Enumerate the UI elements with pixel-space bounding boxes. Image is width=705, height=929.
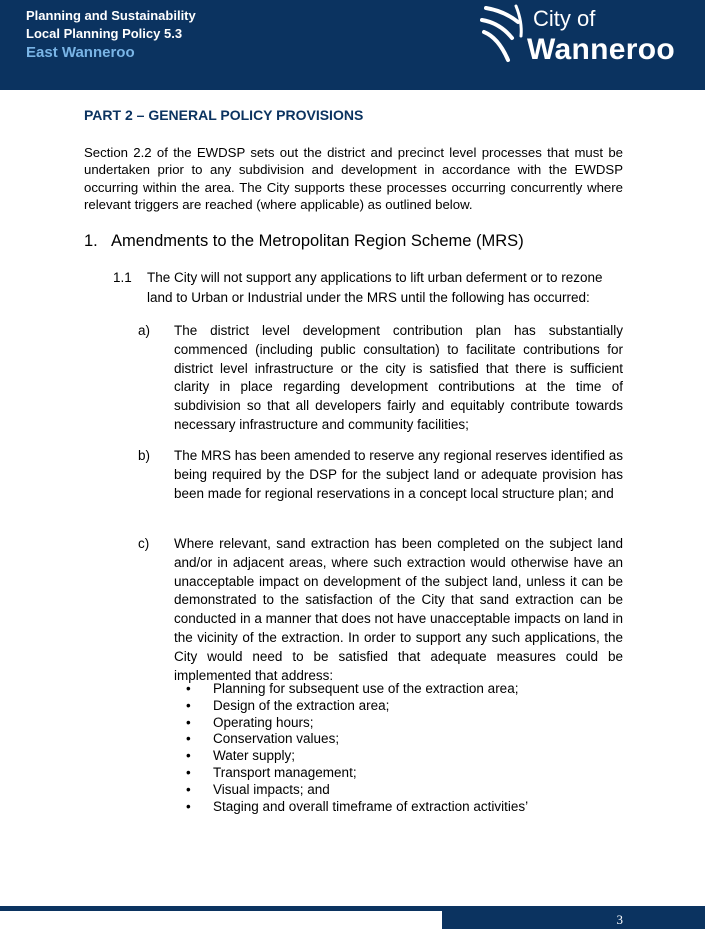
bullet-icon: •: [186, 781, 191, 797]
section-heading: [84, 231, 524, 251]
list-item-text: Where relevant, sand extraction has been completed on the subject land and/or in adjacent areas, where such extraction would otherwise have an unacceptable impact on development of the subject land, unless it can be demonstrated to the satisfaction of the City that sand extraction can be conducted in a manner that does not have unacceptable impacts on land in the vicinity of the extraction. In order to support any such applications, the City would need to be satisfied that adequate measures could be implemented that address:: [174, 536, 623, 683]
bullet-icon: •: [186, 714, 191, 730]
subsection-text: The City will not support any applications to lift urban deferment or to rezone land to Urban or Industrial under the MRS until the following has occurred:: [147, 270, 603, 305]
page-header: [0, 0, 705, 90]
bullet-text: Visual impacts; and: [213, 781, 330, 797]
header-subtitle: East Wanneroo: [26, 44, 135, 61]
bullet-text: Conservation values;: [213, 731, 340, 747]
header-policy-number: Local Planning Policy 5.3: [26, 26, 183, 41]
bullet-text: Planning for subsequent use of the extraction area;: [213, 681, 519, 696]
list-item-letter: b): [138, 448, 151, 463]
bullet-icon: •: [186, 731, 191, 747]
bullet-item: [186, 782, 528, 799]
footer-page-box: [442, 911, 705, 929]
list-item-text: The district level development contribution plan has substantially commenced (including public consultation) to facilitate contributions for district level infrastructure or the city is satisfied that there is sufficient clarity in place regarding development contributions at the time of subdivision so that all developers fairly and equitably contribute towards necessary infrastructure and community facilities;: [174, 323, 623, 432]
list-item-letter: c): [138, 536, 150, 551]
bullet-text: Transport management;: [213, 764, 357, 780]
bullet-icon: •: [186, 681, 191, 696]
bullet-item: [186, 748, 528, 765]
bullet-item: [186, 799, 528, 816]
city-logo-wave-icon: [478, 2, 528, 68]
list-item-text: The MRS has been amended to reserve any regional reserves identified as being required by the DSP for the subject land or adequate provision has been made for regional reservations in a concept local structure plan; and: [174, 448, 623, 501]
logo-name-text: Wanneroo: [527, 33, 675, 66]
part-heading: PART 2 – GENERAL POLICY PROVISIONS: [84, 107, 364, 123]
bullet-item: [186, 681, 528, 698]
logo-city-text: City of: [533, 6, 596, 31]
address-bullet-list: [186, 681, 528, 815]
bullet-text: Water supply;: [213, 748, 296, 764]
intro-paragraph: Section 2.2 of the EWDSP sets out the district and precinct level processes that must be undertaken prior to any subdivision and development in accordance with the EWDSP occurring within the area. The City supports these processes occurring concurrently where relevant triggers are reached (where applicable) as outlined below.: [84, 145, 623, 212]
bullet-text: Operating hours;: [213, 714, 314, 730]
bullet-item: [186, 765, 528, 782]
bullet-text: Staging and overall timeframe of extraction activities’: [213, 798, 529, 814]
list-item-letter: a): [138, 323, 151, 338]
bullet-icon: •: [186, 748, 191, 764]
bullet-item: [186, 715, 528, 732]
section-title: Amendments to the Metropolitan Region Scheme (MRS): [111, 232, 524, 250]
page-number: 3: [616, 912, 623, 927]
bullet-icon: •: [186, 697, 191, 713]
bullet-item: [186, 731, 528, 748]
subsection-number: 1.1: [113, 270, 132, 285]
section-number: 1.: [84, 232, 98, 250]
bullet-icon: •: [186, 798, 191, 814]
header-department: Planning and Sustainability: [26, 8, 196, 23]
bullet-icon: •: [186, 764, 191, 780]
bullet-item: [186, 698, 528, 715]
bullet-text: Design of the extraction area;: [213, 697, 390, 713]
